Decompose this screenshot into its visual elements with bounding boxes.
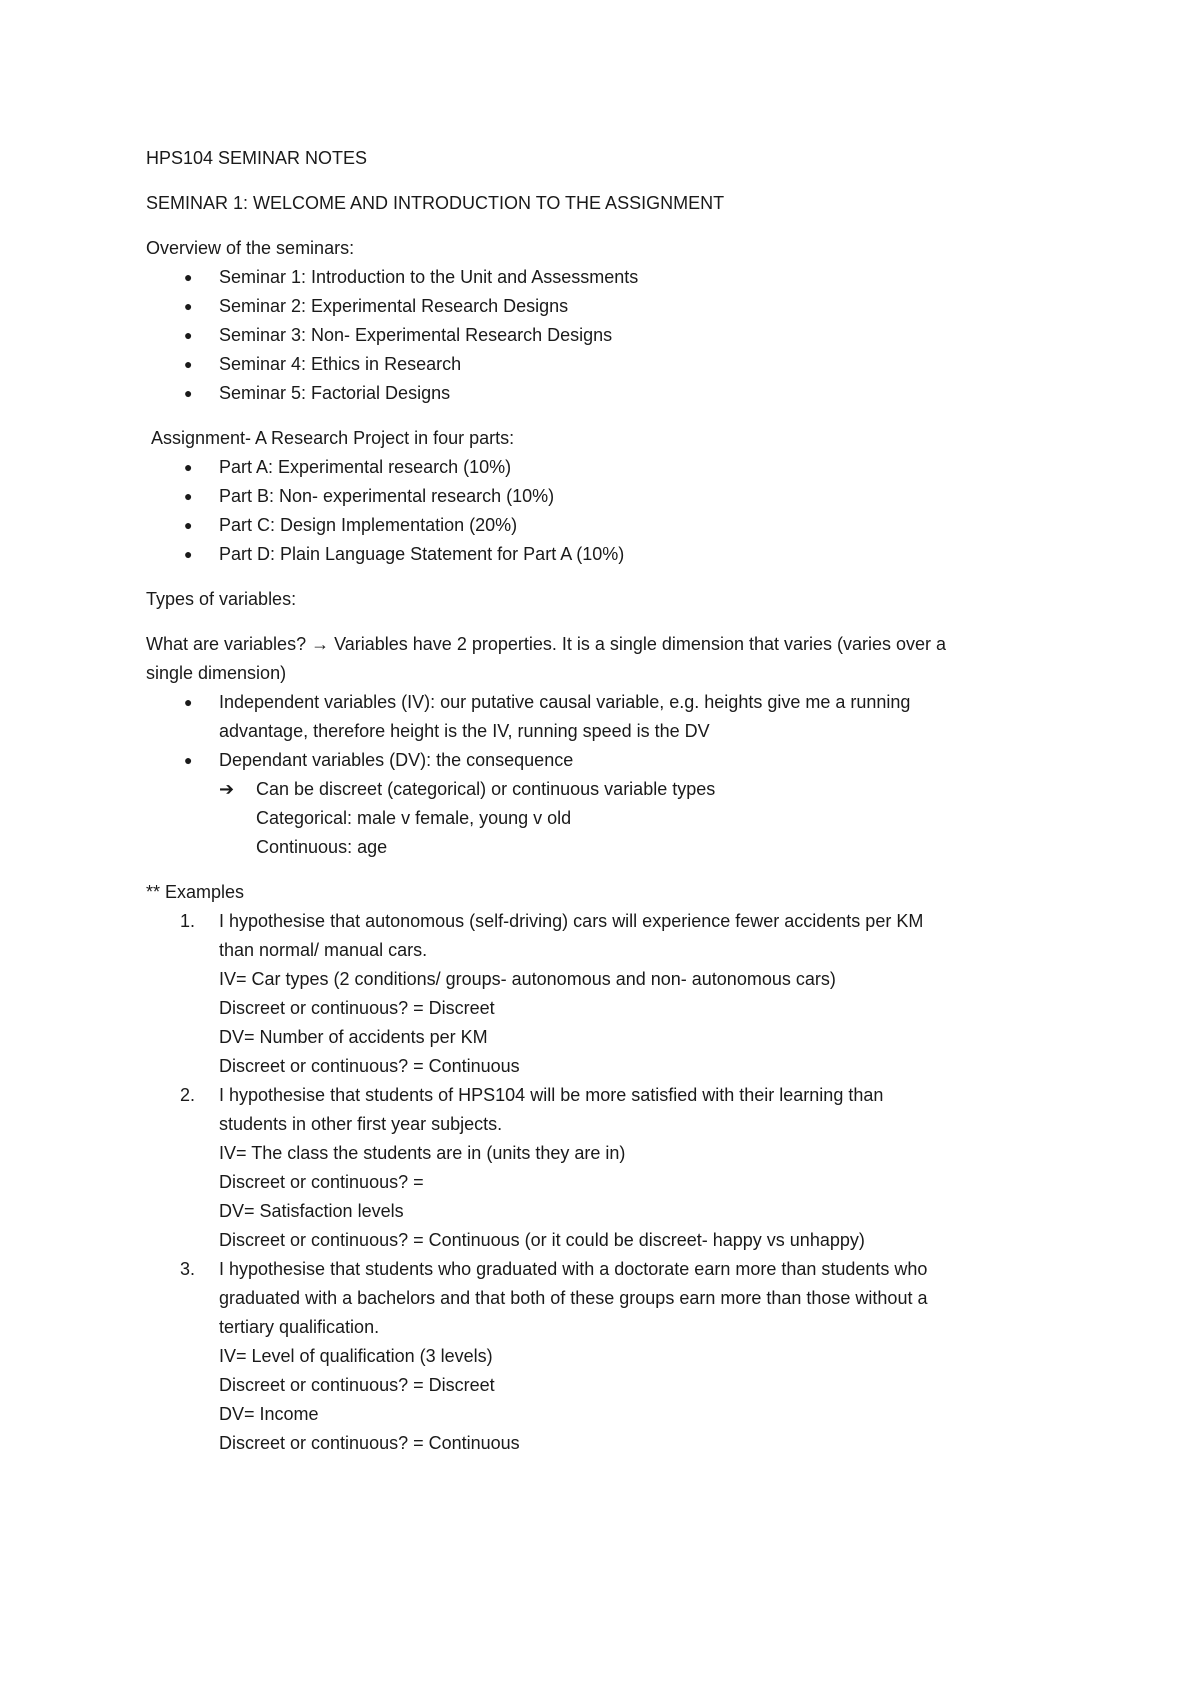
bullet-icon: ● xyxy=(184,488,193,504)
examples-heading: ** Examples xyxy=(146,882,245,902)
example-item: 3. I hypothesise that students who graduated with a doctorate earn more than students who graduated with a bachelors and that both of these groups earn more than those without a tertiary qualification. IV= Level of qualification (3 levels) Discreet or continuous? = Discreet DV= Income Discreet or continuous? = Continuous xyxy=(180,1259,928,1453)
list-item: ● Seminar 5: Factorial Designs xyxy=(146,379,1066,408)
document-title: HPS104 SEMINAR NOTES xyxy=(146,148,368,168)
arrow-right-icon: ➔ xyxy=(219,779,235,799)
seminar-heading: SEMINAR 1: WELCOME AND INTRODUCTION TO THE ASSIGNMENT xyxy=(146,193,725,213)
bullet-icon: ● xyxy=(184,517,193,533)
list-item: ● Seminar 2: Experimental Research Designs xyxy=(146,292,1066,321)
variables-list xyxy=(146,688,1066,862)
list-item: ● Seminar 4: Ethics in Research xyxy=(146,350,1066,379)
variables-intro-line-1: What are variables? → Variables have 2 properties. It is a single dimension that varies (varies over a xyxy=(146,634,947,654)
bullet-icon: ● xyxy=(184,269,193,285)
list-item-dv: ● Dependant variables (DV): the consequence ➔ Can be discreet (categorical) or continuous variable types Categorical: male v female, young v old Continuous: age xyxy=(146,746,1066,862)
bullet-icon: ● xyxy=(184,459,193,475)
assignment-heading: Assignment- A Research Project in four parts: xyxy=(151,428,515,448)
overview-heading: Overview of the seminars: xyxy=(146,238,355,258)
overview-list xyxy=(146,263,1066,408)
bullet-icon: ● xyxy=(184,752,193,768)
list-item: ● Part D: Plain Language Statement for Part A (10%) xyxy=(146,540,1066,569)
example-item: 2. I hypothesise that students of HPS104 will be more satisfied with their learning than students in other first year subjects. IV= The class the students are in (units they are in) Discreet or continuous? = DV= Satisfaction levels Discreet or continuous? = Continuous (or it could be discreet- happy vs unhappy) xyxy=(180,1085,884,1250)
list-item: ● Part B: Non- experimental research (10%) xyxy=(146,482,1066,511)
variables-intro-line-2: single dimension) xyxy=(146,663,287,683)
assignment-list xyxy=(146,453,1066,569)
bullet-icon: ● xyxy=(184,546,193,562)
bullet-icon: ● xyxy=(184,356,193,372)
list-item: ● Seminar 1: Introduction to the Unit and Assessments xyxy=(146,263,1066,292)
variables-heading: Types of variables: xyxy=(146,589,297,609)
bullet-icon: ● xyxy=(184,298,193,314)
list-item: ● Part A: Experimental research (10%) xyxy=(146,453,1066,482)
bullet-icon: ● xyxy=(184,385,193,401)
examples-list xyxy=(146,907,1066,1458)
bullet-icon: ● xyxy=(184,327,193,343)
list-item: ● Part C: Design Implementation (20%) xyxy=(146,511,1066,540)
list-item: ● Seminar 3: Non- Experimental Research Designs xyxy=(146,321,1066,350)
bullet-icon: ● xyxy=(184,694,193,710)
document-page xyxy=(146,144,1066,1458)
example-item: 1. I hypothesise that autonomous (self-driving) cars will experience fewer accidents per KM than normal/ manual cars. IV= Car types (2 conditions/ groups- autonomous and non- autonomous cars) Discreet or continuous? = Discreet DV= Number of accidents per KM Discreet or continuous? = Continuous xyxy=(180,911,924,1076)
list-item-iv: ● Independent variables (IV): our putative causal variable, e.g. heights give me a running advantage, therefore height is the IV, running speed is the DV xyxy=(146,688,1066,746)
